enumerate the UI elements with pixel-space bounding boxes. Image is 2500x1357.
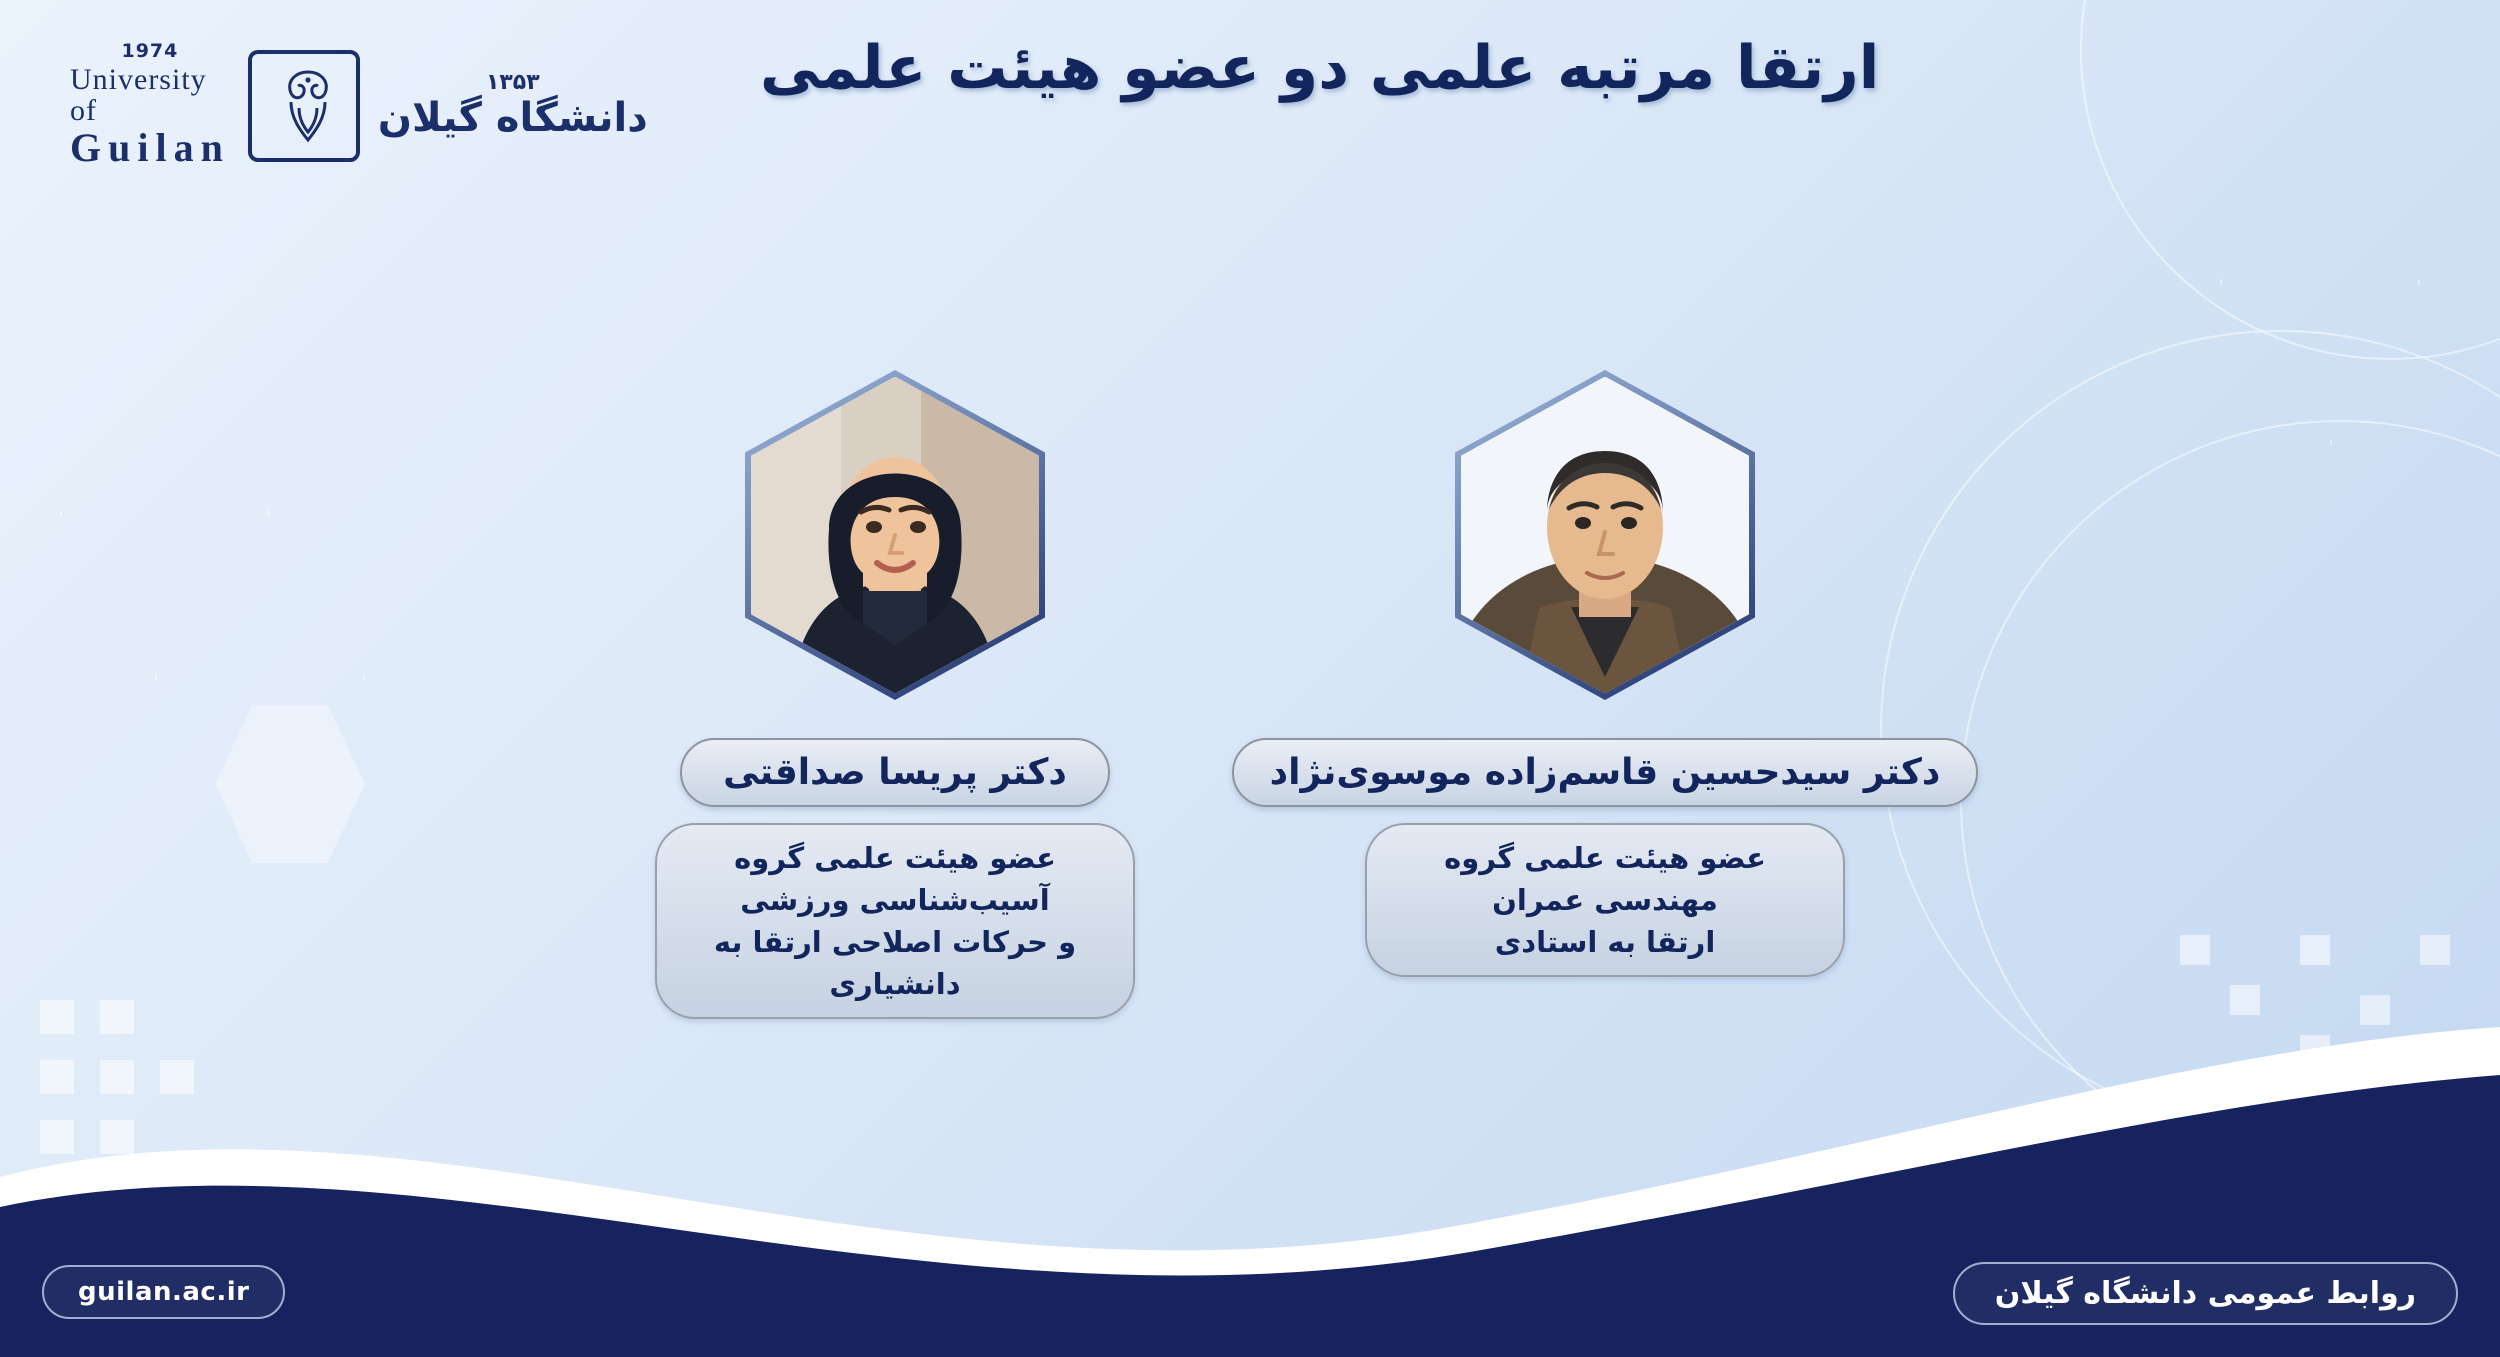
people-list <box>0 370 2500 1019</box>
person-role-line1: عضو هیئت علمی گروه مهندسی عمران <box>1444 841 1766 918</box>
website-link[interactable]: guilan.ac.ir <box>42 1265 285 1319</box>
person-role-line2: و حرکات اصلاحی ارتقا به دانشیاری <box>713 925 1077 1002</box>
avatar-image-male <box>1461 377 1749 694</box>
person-card <box>655 370 1135 1019</box>
person-name: دکتر سیدحسین قاسم‌زاده موسوی‌نژاد <box>1232 738 1979 807</box>
footer <box>0 1227 2500 1357</box>
person-role-line1: عضو هیئت علمی گروه آسیب‌شناسی ورزشی <box>734 841 1056 918</box>
avatar <box>1455 370 1755 700</box>
person-role <box>655 823 1135 1019</box>
logo-name-fa: دانشگاه گیلان <box>377 95 648 141</box>
person-card <box>1269 370 1941 1019</box>
person-role-line2: ارتقا به استادی <box>1494 925 1716 960</box>
person-name: دکتر پریسا صداقتی <box>680 738 1110 807</box>
public-relations-label: روابط عمومی دانشگاه گیلان <box>1953 1262 2458 1325</box>
page-title: ارتقا مرتبه علمی دو عضو هیئت علمی <box>760 33 1880 103</box>
person-role <box>1365 823 1845 977</box>
logo-year-en: 1974 <box>121 40 179 63</box>
avatar <box>745 370 1045 700</box>
logo-name-en: Guilan <box>70 124 230 170</box>
avatar-image-female <box>751 377 1039 694</box>
logo-university-word: University of <box>70 62 207 128</box>
logo-year-fa: ۱۳۵۳ <box>485 70 540 95</box>
